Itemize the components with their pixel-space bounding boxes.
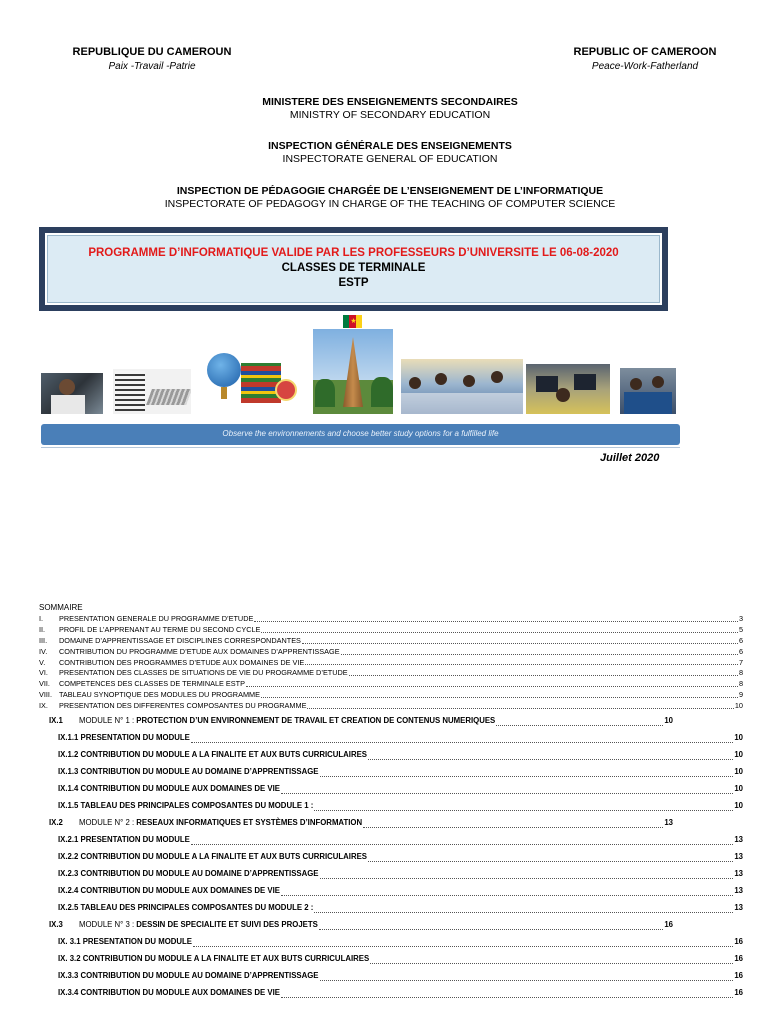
toc-subentry[interactable]: [39, 729, 743, 746]
toc-entry-page: 10: [734, 701, 743, 711]
toc-entry[interactable]: [39, 701, 743, 712]
toc-subentry[interactable]: [39, 780, 743, 797]
toc-subentry[interactable]: [39, 865, 743, 882]
toc-subentry[interactable]: [39, 831, 743, 848]
toc-subentry-text: IX.1.1 PRESENTATION DU MODULE: [58, 733, 190, 743]
toc-subentry-text: IX.2.4 CONTRIBUTION DU MODULE AUX DOMAINES DE VIE: [58, 886, 280, 896]
inspection-general-en: INSPECTORATE GENERAL OF EDUCATION: [282, 153, 498, 165]
toc-entry-page: 6: [738, 635, 743, 645]
toc-subentry[interactable]: [39, 763, 743, 780]
toc-entry-page: 5: [738, 624, 743, 634]
toc-entry-page: 6: [738, 646, 743, 656]
toc-entry[interactable]: [39, 647, 743, 658]
toc-subentry-text: IX. 3.2 CONTRIBUTION DU MODULE A LA FINALITE ET AUX BUTS CURRICULAIRES: [58, 954, 370, 964]
banner-series: ESTP: [338, 277, 369, 289]
toc-subentry-page: 13: [734, 903, 743, 913]
toc-module-number: IX.2: [49, 818, 63, 828]
toc-entry-number: V.: [39, 657, 46, 667]
toc-entry-number: VII.: [39, 679, 50, 689]
motto-fr: Paix -Travail -Patrie: [108, 61, 196, 72]
toc-entry-number: IV.: [39, 646, 48, 656]
ministry-block: [0, 96, 768, 122]
toc-entry-text: PRESENTATION GENERALE DU PROGRAMME D’ETUDE: [59, 614, 254, 623]
ministry-en: MINISTRY OF SECONDARY EDUCATION: [289, 109, 491, 121]
toc-entry-text: CONTRIBUTION DU PROGRAMME D’ETUDE AUX DOMAINES D’APPRENTISSAGE: [59, 646, 340, 656]
toc-title: SOMMAIRE: [39, 603, 83, 612]
document-date: Juillet 2020: [600, 452, 660, 464]
toc-entry-page: 3: [738, 614, 743, 623]
toc-subentry[interactable]: [39, 933, 743, 950]
toc-subentry-text: IX.2.1 PRESENTATION DU MODULE: [58, 835, 190, 845]
toc-entry[interactable]: [39, 679, 743, 690]
toc-entry[interactable]: [39, 636, 743, 647]
toc-entry-text: CONTRIBUTION DES PROGRAMMES D’ETUDE AUX DOMAINES DE VIE: [59, 657, 305, 667]
toc-module-number: IX.1: [49, 716, 63, 726]
banner-classes: CLASSES DE TERMINALE: [281, 262, 426, 274]
toc-subentry-text: IX.3.3 CONTRIBUTION DU MODULE AU DOMAINE D’APPRENTISSAGE: [58, 971, 319, 981]
republic-title-fr: REPUBLIQUE DU CAMEROUN: [72, 46, 232, 58]
programme-banner: [39, 227, 668, 311]
toc-entry-text: COMPETENCES DES CLASSES DE TERMINALE ESTP: [59, 679, 245, 689]
toc-subentry[interactable]: [39, 984, 743, 1001]
toc-module-page: 10: [664, 716, 673, 726]
toc-entry-page: 8: [738, 679, 743, 689]
toc-module-page: 16: [664, 920, 673, 930]
toc-entry-text: DOMAINE D’APPRENTISSAGE ET DISCIPLINES CORRESPONDANTES: [59, 635, 301, 645]
students-photo: [620, 368, 676, 414]
books-keyboard-photo: [113, 369, 191, 414]
motto-en: Peace-Work-Fatherland: [591, 61, 699, 72]
table-of-contents: [39, 614, 743, 1001]
toc-subentry[interactable]: [39, 899, 743, 916]
toc-subentry-page: 13: [734, 852, 743, 862]
toc-subentry-page: 10: [734, 767, 743, 777]
slogan-bar: Observe the environnements and choose better study options for a fulfilled life: [41, 424, 680, 445]
toc-entry-text: PRESENTATION DES CLASSES DE SITUATIONS DE VIE DU PROGRAMME D’ETUDE: [59, 668, 348, 678]
toc-module-2[interactable]: [39, 814, 743, 831]
toc-subentry-page: 10: [734, 733, 743, 743]
toc-module-3[interactable]: [39, 916, 743, 933]
toc-entry-text: TABLEAU SYNOPTIQUE DES MODULES DU PROGRAMME: [59, 690, 260, 700]
toc-subentry-text: IX.1.3 CONTRIBUTION DU MODULE AU DOMAINE D’APPRENTISSAGE: [58, 767, 319, 777]
toc-module-page: 13: [664, 818, 673, 828]
toc-subentry[interactable]: [39, 950, 743, 967]
header-right: [565, 45, 725, 74]
toc-subentry-text: IX. 3.1 PRESENTATION DU MODULE: [58, 937, 193, 947]
toc-entry-text: PRESENTATION DES DIFFERENTES COMPOSANTES DU PROGRAMME: [59, 701, 307, 711]
toc-entry[interactable]: [39, 625, 743, 636]
toc-module-title: RESEAUX INFORMATIQUES ET SYSTÈMES D’INFORMATION: [136, 818, 363, 828]
ministry-fr: MINISTERE DES ENSEIGNEMENTS SECONDAIRES: [262, 96, 518, 108]
toc-subentry[interactable]: [39, 882, 743, 899]
toc-module-prefix: MODULE N° 1 :: [79, 716, 137, 726]
toc-subentry-page: 10: [734, 801, 743, 811]
cameroon-flag-icon: ★: [343, 315, 362, 328]
toc-entry[interactable]: [39, 690, 743, 701]
toc-entry-number: VIII.: [39, 690, 52, 700]
toc-module-number: IX.3: [49, 920, 63, 930]
toc-subentry-text: IX.1.5 TABLEAU DES PRINCIPALES COMPOSANTES DU MODULE 1 :: [58, 801, 314, 811]
toc-subentry-text: IX.2.2 CONTRIBUTION DU MODULE A LA FINALITE ET AUX BUTS CURRICULAIRES: [58, 852, 367, 862]
toc-entry-number: IX.: [39, 701, 48, 711]
toc-module-prefix: MODULE N° 3 :: [79, 920, 137, 930]
toc-subentry[interactable]: [39, 967, 743, 984]
toc-subentry-page: 16: [734, 954, 743, 964]
toc-subentry-page: 16: [734, 971, 743, 981]
toc-subentry-text: IX.3.4 CONTRIBUTION DU MODULE AUX DOMAINES DE VIE: [58, 988, 280, 998]
toc-module-title: PROTECTION D’UN ENVIRONNEMENT DE TRAVAIL ET CREATION DE CONTENUS NUMERIQUES: [136, 716, 496, 726]
republic-title-en: REPUBLIC OF CAMEROON: [573, 46, 717, 58]
toc-entry-page: 8: [738, 668, 743, 678]
toc-entry-number: I.: [39, 614, 44, 623]
banner-title: PROGRAMME D’INFORMATIQUE VALIDE PAR LES PROFESSEURS D’UNIVERSITE LE 06-08-2020: [88, 247, 619, 259]
toc-subentry[interactable]: [39, 746, 743, 763]
inspection-pedagogy-en: INSPECTORATE OF PEDAGOGY IN CHARGE OF THE TEACHING OF COMPUTER SCIENCE: [164, 198, 616, 210]
inspection-pedagogy-fr: INSPECTION DE PÉDAGOGIE CHARGÉE DE L’ENSEIGNEMENT DE L’INFORMATIQUE: [176, 185, 604, 197]
classroom-students-photo: [401, 359, 523, 414]
inspection-general-block: [0, 140, 768, 166]
toc-subentry-text: IX.2.5 TABLEAU DES PRINCIPALES COMPOSANTES DU MODULE 2 :: [58, 903, 314, 913]
toc-subentry-page: 10: [734, 750, 743, 760]
inspection-general-fr: INSPECTION GÉNÉRALE DES ENSEIGNEMENTS: [268, 140, 512, 152]
toc-subentry[interactable]: [39, 797, 743, 814]
toc-subentry-page: 13: [734, 869, 743, 879]
toc-entry-page: 7: [738, 657, 743, 667]
toc-subentry-text: IX.1.2 CONTRIBUTION DU MODULE A LA FINALITE ET AUX BUTS CURRICULAIRES: [58, 750, 367, 760]
divider: [41, 447, 680, 448]
toc-entry-number: II.: [39, 624, 46, 634]
inspection-pedagogy-block: [0, 185, 768, 211]
toc-subentry-page: 13: [734, 886, 743, 896]
toc-entry[interactable]: [39, 658, 743, 669]
toc-entry-text: PROFIL DE L’APPRENANT AU TERME DU SECOND CYCLE: [59, 624, 261, 634]
globe-books-photo: [203, 349, 299, 412]
toc-entry[interactable]: [39, 614, 743, 625]
toc-module-1[interactable]: [39, 712, 743, 729]
toc-subentry-text: IX.1.4 CONTRIBUTION DU MODULE AUX DOMAINES DE VIE: [58, 784, 280, 794]
toc-subentry-page: 10: [734, 784, 743, 794]
toc-module-prefix: MODULE N° 2 :: [79, 818, 137, 828]
toc-subentry-page: 13: [734, 835, 743, 845]
monument-photo: [313, 329, 393, 414]
toc-subentry-page: 16: [734, 937, 743, 947]
toc-module-title: DESSIN DE SPECIALITE ET SUIVI DES PROJETS: [136, 920, 318, 930]
toc-entry-number: III.: [39, 635, 48, 645]
toc-entry-page: 9: [738, 690, 743, 700]
computer-lab-photo: [526, 364, 610, 414]
header-left: [72, 45, 232, 74]
student-laptop-photo: [41, 373, 103, 414]
toc-entry[interactable]: [39, 668, 743, 679]
toc-subentry-page: 16: [734, 988, 743, 998]
toc-subentry[interactable]: [39, 848, 743, 865]
toc-entry-number: VI.: [39, 668, 48, 678]
toc-subentry-text: IX.2.3 CONTRIBUTION DU MODULE AU DOMAINE D’APPRENTISSAGE: [58, 869, 319, 879]
